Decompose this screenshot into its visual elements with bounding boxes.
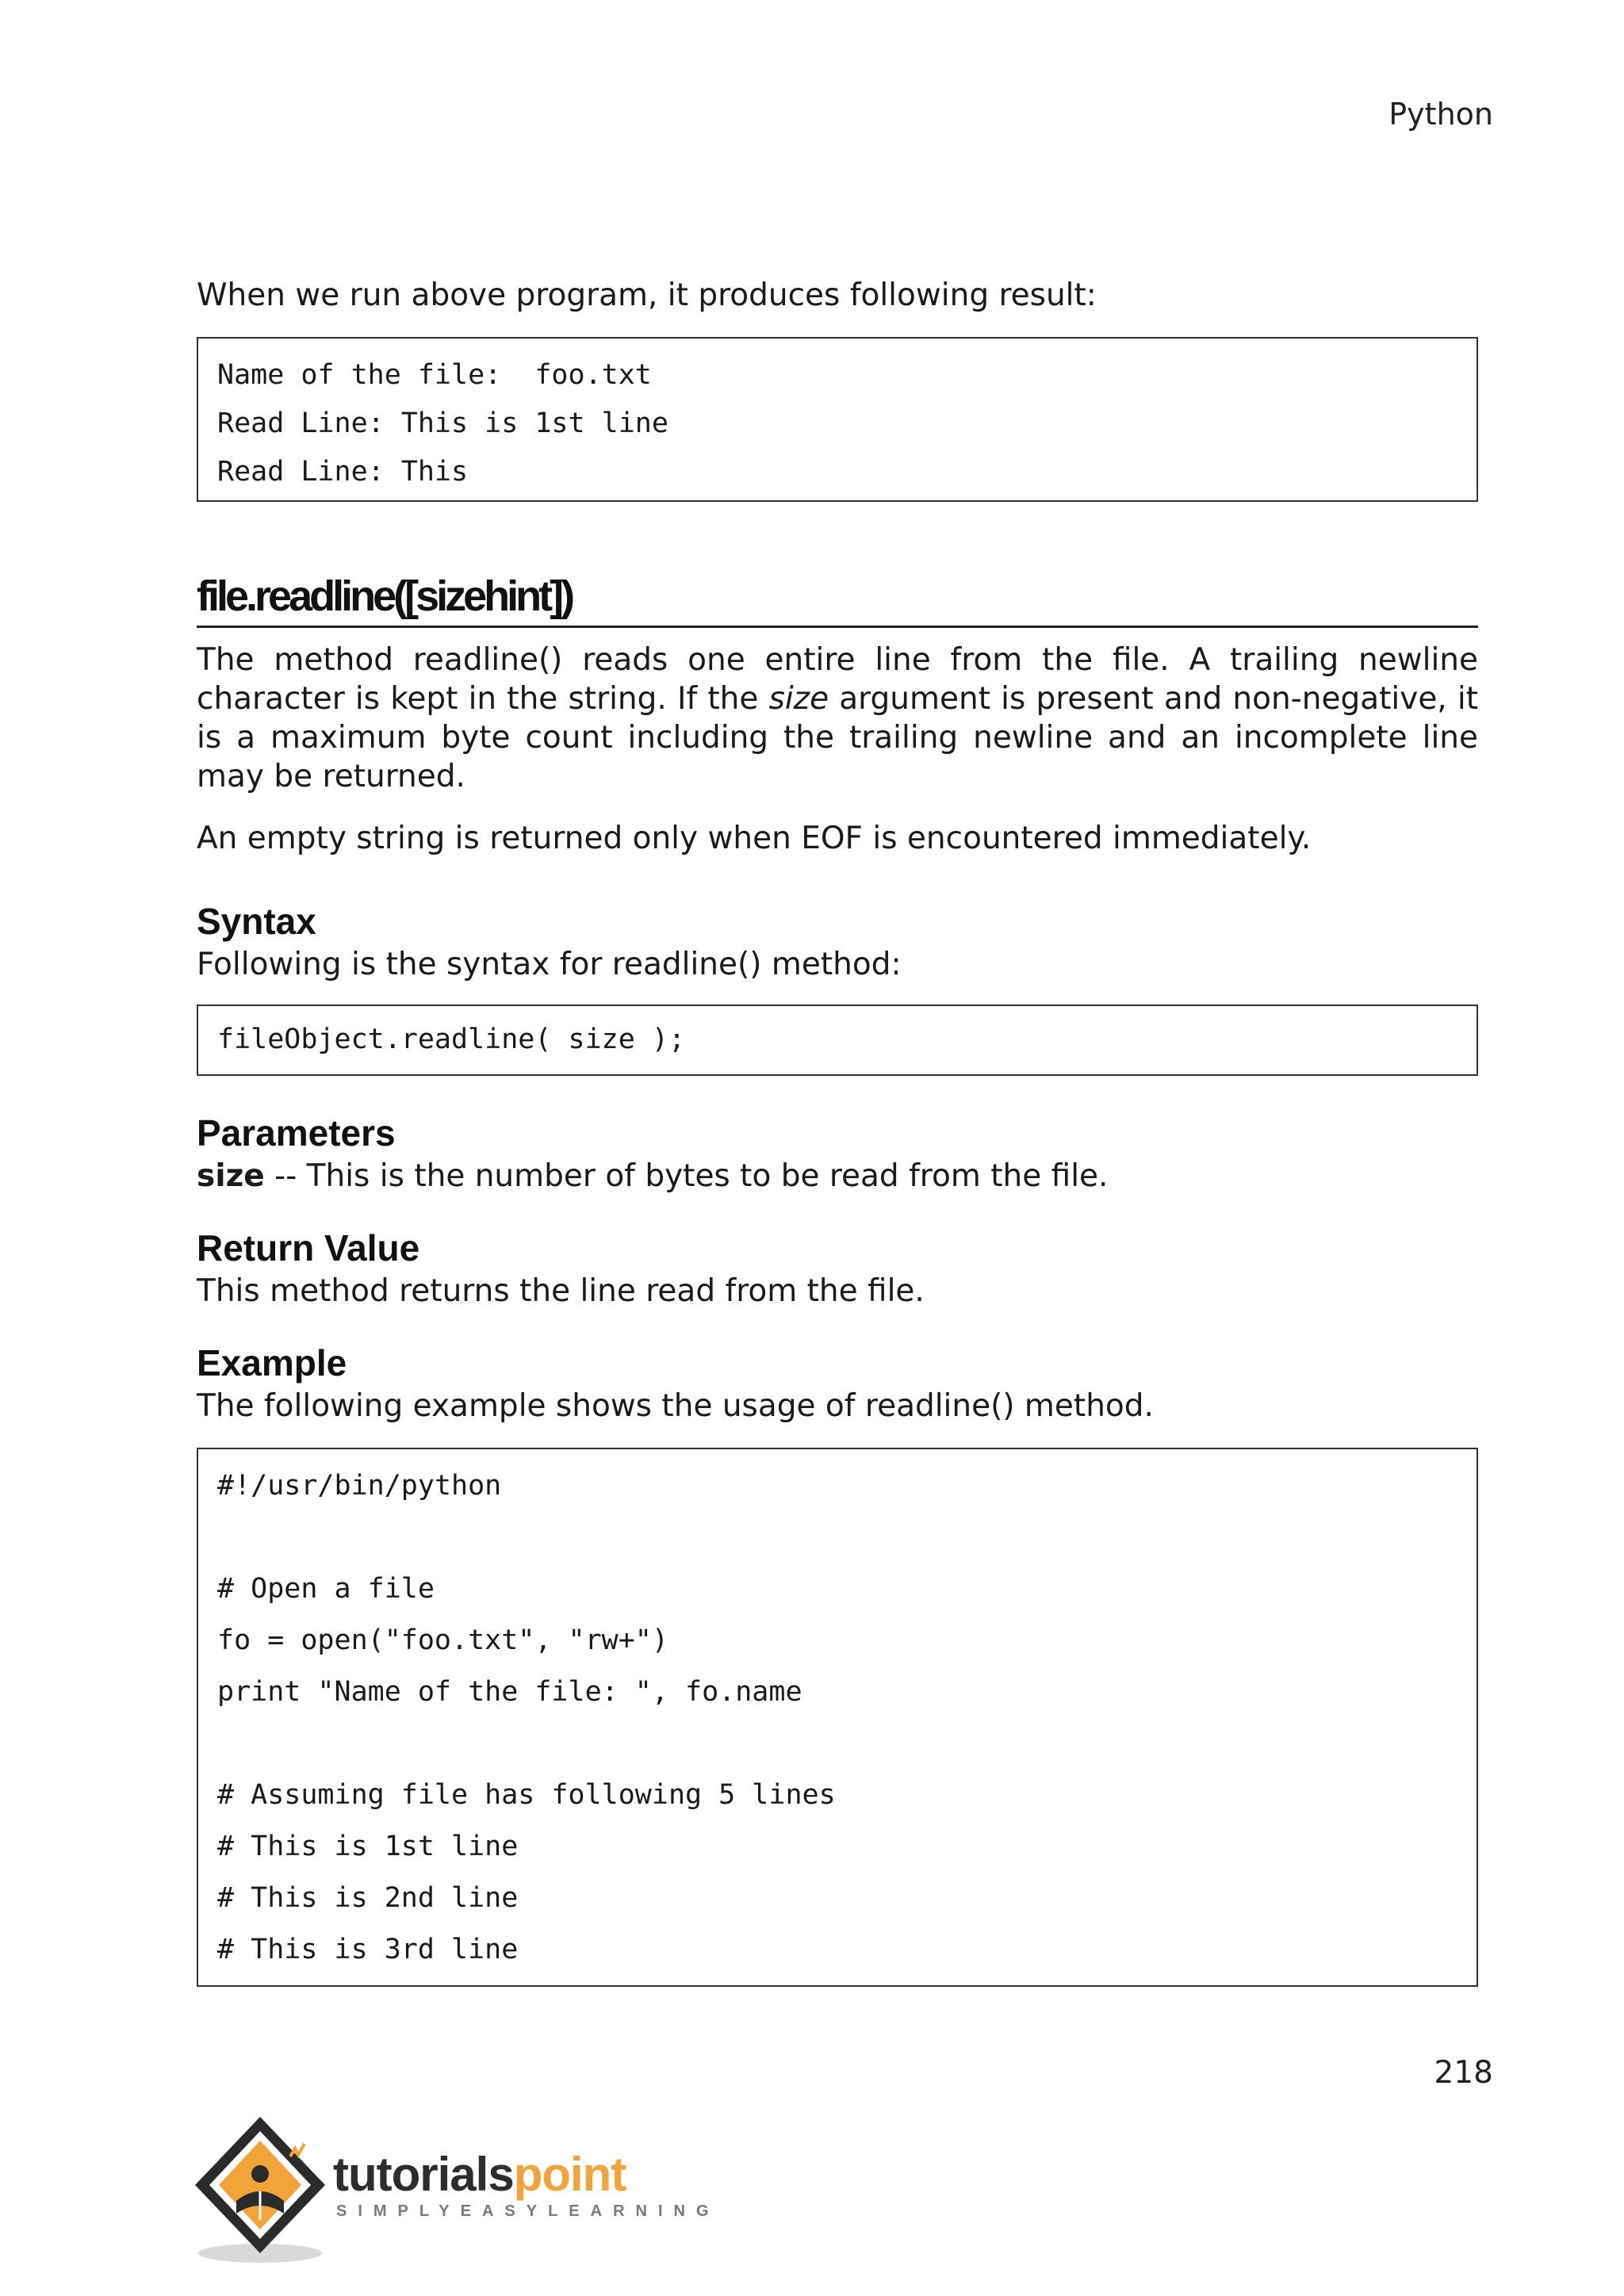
logo-emblem-icon — [190, 2109, 333, 2267]
syntax-code-line: fileObject.readline( size ); — [217, 1024, 686, 1055]
section-description — [197, 641, 1478, 796]
syntax-code-block — [197, 1004, 1478, 1076]
output-line: Read Line: This is 1st line — [217, 408, 668, 439]
code-line: # This is 1st line — [217, 1831, 519, 1862]
output-line: Read Line: This — [217, 456, 469, 488]
syntax-text: Following is the syntax for readline() method: — [197, 947, 902, 982]
page-header-title: Python — [1388, 97, 1493, 132]
code-line — [217, 1718, 1457, 1770]
parameter-description: -- This is the number of bytes to be read from the file. — [264, 1158, 1109, 1194]
output-line: Name of the file: foo.txt — [217, 359, 652, 391]
code-line — [217, 1512, 1457, 1563]
return-value-text: This method returns the line read from the file. — [197, 1273, 925, 1309]
logo-text-point: point — [513, 2148, 626, 2201]
parameter-name: size — [197, 1158, 265, 1194]
logo-wordmark — [333, 2147, 626, 2202]
page-number: 218 — [1434, 2055, 1493, 2091]
syntax-heading: Syntax — [197, 901, 316, 942]
parameters-text — [197, 1157, 1478, 1196]
code-line: # This is 2nd line — [217, 1882, 519, 1914]
example-heading: Example — [197, 1342, 347, 1383]
example-text: The following example shows the usage of readline() method. — [197, 1388, 1154, 1424]
tutorialspoint-logo — [190, 2109, 720, 2267]
section-description-2: An empty string is returned only when EOF is encountered immediately. — [197, 821, 1312, 856]
logo-text-tutorials: tutorials — [333, 2148, 514, 2201]
code-line: print "Name of the file: ", fo.name — [217, 1676, 802, 1708]
intro-text: When we run above program, it produces following result: — [197, 277, 1097, 313]
return-value-heading: Return Value — [197, 1227, 420, 1269]
code-line: # This is 3rd line — [217, 1934, 519, 1965]
desc-italic: size — [768, 681, 829, 717]
parameters-heading: Parameters — [197, 1112, 396, 1154]
output-code-block — [197, 337, 1478, 502]
logo-tagline: SIMPLYEASYLEARNING — [336, 2202, 720, 2220]
page-content — [197, 276, 1478, 1987]
code-line: fo = open("foo.txt", "rw+") — [217, 1624, 668, 1656]
code-line: #!/usr/bin/python — [217, 1470, 502, 1502]
code-line: # Assuming file has following 5 lines — [217, 1779, 836, 1811]
code-line: # Open a file — [217, 1573, 435, 1605]
section-title: file.readline([sizehint]) — [197, 572, 1478, 628]
desc-part1: The method readline() reads one entire line from the file. A trailing newline character is kept in the string. If the — [197, 642, 1478, 717]
example-code-block — [197, 1448, 1478, 1987]
desc-part2: argument is present and non-negative, it is a maximum byte count including the trailing newline and an incomplete line may be returned. — [197, 681, 1478, 794]
